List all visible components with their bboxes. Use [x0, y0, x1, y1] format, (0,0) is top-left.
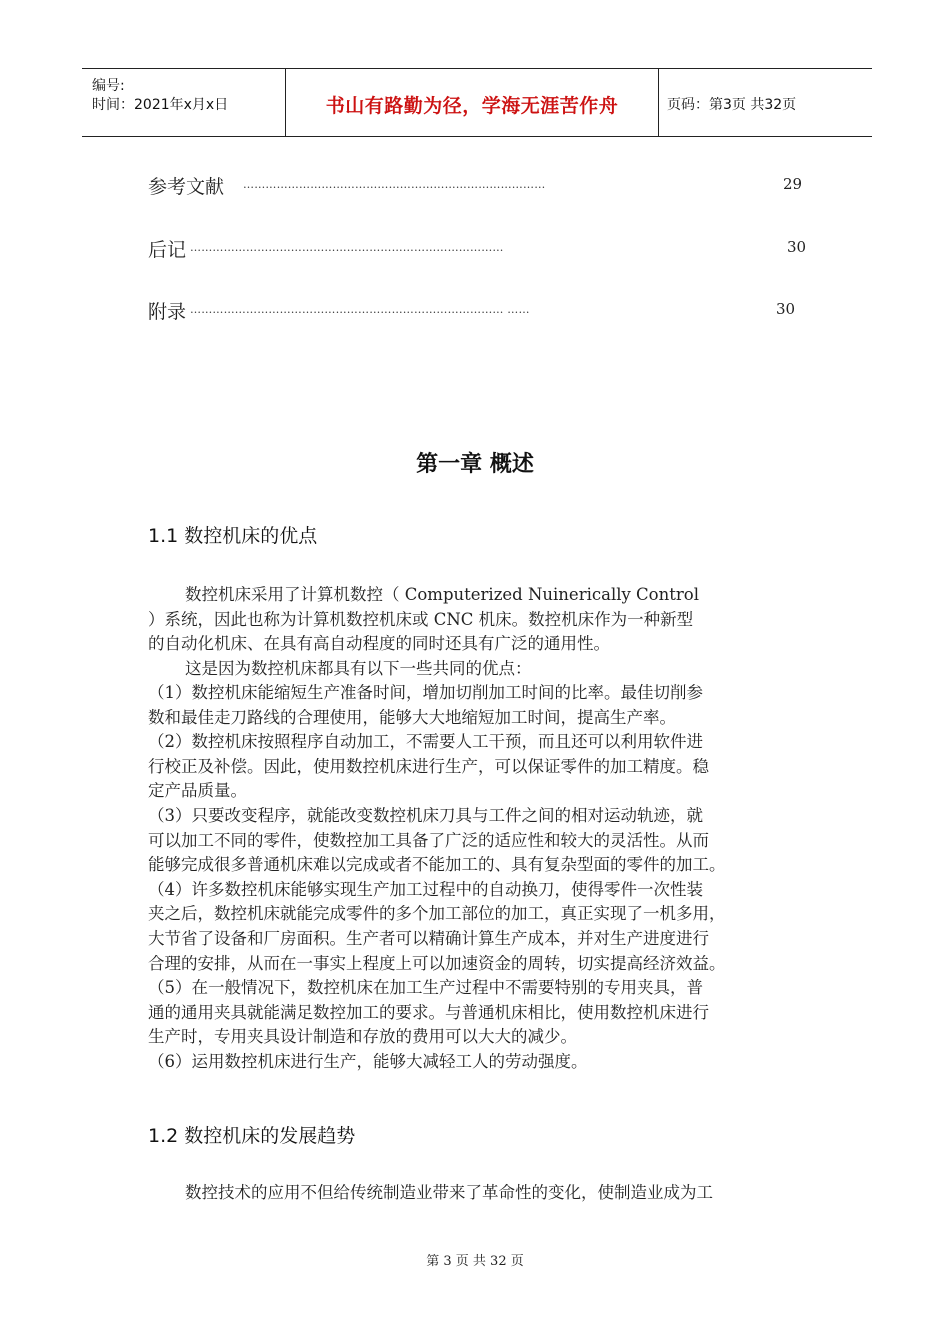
text-line: 这是因为数控机床都具有以下一些共同的优点： [185, 658, 532, 678]
text-line: （3）只要改变程序，就能改变数控机床刀具与工件之间的相对运动轨迹，就 [148, 805, 703, 825]
page-footer: 第 3 页 共 32 页 [426, 1254, 524, 1269]
section-1-1-intro [148, 583, 812, 681]
text-line: 数控技术的应用不但给传统制造业带来了革命性的变化，使制造业成为工 [185, 1183, 713, 1202]
toc-title: 参考文献 [148, 176, 225, 198]
header-page-label: 页码：第3页 共32页 [667, 97, 797, 113]
text-line: （1）数控机床能缩短生产准备时间，增加切削加工时间的比率。最佳切削参 [148, 683, 703, 702]
section-1-2-body [148, 1181, 812, 1206]
header-page-cell [659, 69, 872, 136]
text-line: 能够完成很多普通机床难以完成或者不能加工的、具有复杂型面的零件的加工。 [148, 855, 726, 875]
text-line: 大节省了设备和厂房面积。生产者可以精确计算生产成本，并对生产进度进行 [148, 928, 709, 948]
text-line: 夹之后，数控机床就能完成零件的多个加工部位的加工，真正实现了一机多用， [148, 904, 726, 924]
header-meta-cell [82, 69, 286, 136]
toc-title: 后记 [148, 239, 187, 261]
toc-entry-postscript [148, 235, 807, 262]
time-label: 时间：2021年x月x日 [92, 97, 229, 113]
toc-title: 附录 [148, 301, 187, 323]
toc-leader: ……………………………………………………………………… [243, 178, 546, 191]
section-heading-1-1: 1.1 数控机床的优点 [148, 525, 318, 547]
text-line: ）系统，因此也称为计算机数控机床或 CNC 机床。数控机床作为一种新型 [148, 609, 694, 629]
text-line: 通的通用夹具就能满足数控加工的要求。与普通机床相比，使用数控机床进行 [148, 1002, 709, 1022]
text-line: 可以加工不同的零件，使数控加工具备了广泛的适应性和较大的灵活性。从而 [148, 830, 709, 850]
toc-leader: ………………………………………………………………………… …… [190, 303, 530, 316]
toc-leader: ………………………………………………………………………… [190, 241, 504, 254]
section-heading-1-2: 1.2 数控机床的发展趋势 [148, 1125, 356, 1147]
text-line: 合理的安排，从而在一事实上程度上可以加速资金的周转，切实提高经济效益。 [148, 953, 726, 973]
text-line: （6）运用数控机床进行生产，能够大减轻工人的劳动强度。 [148, 1051, 588, 1071]
text-line: （5）在一般情况下，数控机床在加工生产过程中不需要特别的专用夹具，普 [148, 978, 703, 998]
page-header-table [82, 68, 872, 137]
text-line: 数和最佳走刀路线的合理使用，能够大大地缩短加工时间，提高生产率。 [148, 707, 676, 727]
text-line: 行校正及补偿。因此，使用数控机床进行生产，可以保证零件的加工精度。稳 [148, 756, 709, 776]
toc-page-number: 30 [787, 238, 807, 256]
chapter-title: 第一章 概述 [416, 452, 534, 477]
toc-entry-appendix [148, 297, 796, 324]
header-motto-cell [286, 69, 659, 136]
toc-entry-references [148, 172, 803, 199]
toc-page-number: 29 [783, 175, 803, 193]
text-line: （2）数控机床按照程序自动加工，不需要人工干预，而且还可以利用软件进 [148, 732, 703, 752]
text-line: 生产时，专用夹具设计制造和存放的费用可以大大的减少。 [148, 1027, 577, 1047]
text-line: 数控机床采用了计算机数控（ Computerized Nuinerically Control [185, 585, 699, 604]
serial-number-label: 编号: [92, 78, 125, 94]
section-1-1-advantages [148, 681, 812, 1075]
motto-text: 书山有路勤为径，学海无涯苦作舟 [325, 95, 619, 117]
text-line: （4）许多数控机床能够实现生产加工过程中的自动换刀，使得零件一次性装 [148, 879, 703, 899]
toc-page-number: 30 [776, 300, 796, 318]
text-line: 定产品质量。 [148, 781, 247, 801]
text-line: 的自动化机床、在具有高自动程度的同时还具有广泛的通用性。 [148, 634, 610, 654]
